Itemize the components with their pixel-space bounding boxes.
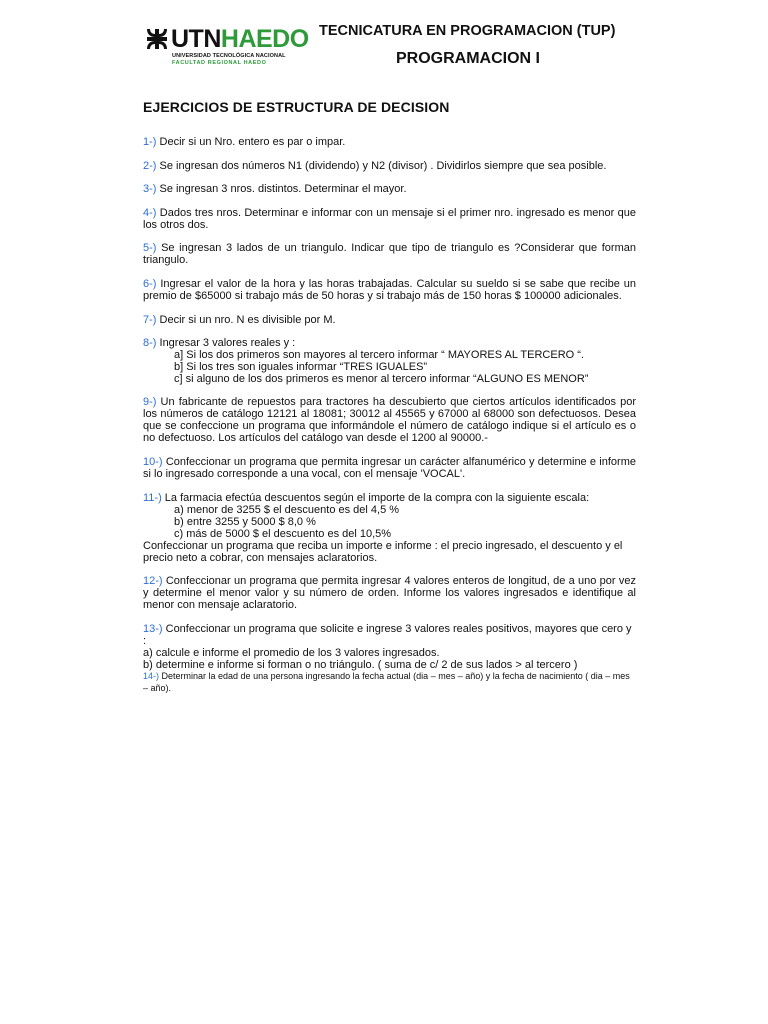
utn-haedo-logo (145, 25, 309, 67)
exercise-text: Decir si un Nro. entero es par o impar. (156, 136, 346, 148)
logo-utn-text: UTN (171, 25, 221, 53)
exercise-text: Ingresar 3 valores reales y : (156, 337, 296, 349)
exercise-3 (143, 183, 636, 195)
exercise-8-item-a: a] Si los dos primeros son mayores al tercero informar “ MAYORES AL TERCERO “. (174, 349, 584, 361)
exercise-8 (143, 337, 636, 385)
exercise-1 (143, 136, 636, 148)
exercise-number: 5-) (143, 242, 157, 254)
logo-haedo-text: HAEDO (220, 25, 309, 53)
exercise-text: Se ingresan 3 nros. distintos. Determinar el mayor. (156, 183, 407, 195)
exercise-13 (143, 623, 636, 671)
exercise-12 (143, 575, 636, 611)
exercise-number: 12-) (143, 575, 163, 587)
logo-wordmark (145, 27, 309, 51)
exercise-number: 9-) (143, 396, 157, 408)
exercise-text: Un fabricante de repuestos para tractores ha descubierto que ciertos artículos identificados por los números de catálogo 12121 al 18081; 30012 al 45565 y 67000 al 68000 son defectuosos. Desea que se confeccione un programa que informándole el número de catálogo indique si el artículo es o no defectuoso. Los artículos del catálogo van desde el 1200 al 90000.- (143, 396, 636, 444)
exercise-5 (143, 242, 636, 266)
exercise-number: 2-) (143, 160, 157, 172)
page-header (0, 0, 768, 90)
exercise-11-item-c: c) más de 5000 $ el descuento es del 10,5% (174, 528, 392, 540)
exercise-11 (143, 492, 636, 564)
exercise-13-item-a: a) calcule e informe el promedio de los 3 valores ingresados. (143, 647, 440, 659)
exercise-text: Determinar la edad de una persona ingresando la fecha actual (dia – mes – año) y la fecha de nacimiento ( dia – mes – año). (143, 671, 630, 693)
exercise-text: La farmacia efectúa descuentos según el importe de la compra con la siguiente escala: (161, 492, 590, 504)
subject-title: PROGRAMACION I (396, 50, 540, 67)
exercise-4 (143, 207, 636, 231)
exercise-6 (143, 278, 636, 302)
exercise-11-item-a: a) menor de 3255 $ el descuento es del 4,5 % (174, 504, 400, 516)
exercise-2 (143, 160, 636, 172)
exercise-text: Confeccionar un programa que solicite e ingrese 3 valores reales positivos, mayores que cero y : (143, 623, 632, 647)
exercise-11-item-b: b) entre 3255 y 5000 $ 8,0 % (174, 516, 316, 528)
exercise-number: 6-) (143, 278, 157, 290)
exercise-text: Decir si un nro. N es divisible por M. (156, 314, 336, 326)
exercise-number: 1-) (143, 136, 157, 148)
exercise-text: Se ingresan 3 lados de un triangulo. Indicar que tipo de triangulo es ?Considerar que forman triangulo. (143, 242, 636, 266)
exercise-10 (143, 456, 636, 480)
section-title: EJERCICIOS DE ESTRUCTURA DE DECISION (143, 99, 450, 115)
course-title: TECNICATURA EN PROGRAMACION (TUP) (319, 23, 616, 39)
exercise-number: 10-) (143, 456, 163, 468)
exercise-7 (143, 314, 636, 326)
exercise-13-item-b: b) determine e informe si forman o no triángulo. ( suma de c/ 2 de sus lados > al tercero ) (143, 659, 578, 671)
exercise-number: 3-) (143, 183, 157, 195)
exercise-9 (143, 396, 636, 444)
exercise-number: 4-) (143, 207, 157, 219)
exercise-number: 11-) (143, 492, 162, 504)
exercise-number: 8-) (143, 337, 157, 349)
exercise-8-item-c: c] si alguno de los dos primeros es menor al tercero informar “ALGUNO ES MENOR” (174, 373, 589, 385)
exercise-14 (143, 670, 636, 694)
exercise-text: Se ingresan dos números N1 (dividendo) y N2 (divisor) . Dividirlos siempre que sea posible. (156, 160, 607, 172)
exercise-text: Confeccionar un programa que permita ingresar un carácter alfanumérico y determine e informe si lo ingresado corresponde a una vocal, con el mensaje 'VOCAL'. (143, 456, 636, 480)
exercise-number: 7-) (143, 314, 157, 326)
exercise-11-tail: Confeccionar un programa que reciba un importe e informe : el precio ingresado, el descuento y el precio neto a cobrar, con mensajes aclaratorios. (143, 540, 623, 564)
exercise-text: Confeccionar un programa que permita ingresar 4 valores enteros de longitud, de a uno por vez y determine el menor valor y su número de orden. Informe los valores ingresados e identifique al menor con mensaje aclaratorio. (143, 575, 636, 611)
exercise-number: 13-) (143, 623, 163, 635)
logo-university-text: UNIVERSIDAD TECNOLÓGICA NACIONAL (172, 53, 286, 59)
exercise-number: 14-) (143, 671, 160, 681)
logo-faculty-text: FACULTAD REGIONAL HAEDO (172, 60, 267, 66)
exercise-text: Dados tres nros. Determinar e informar con un mensaje si el primer nro. ingresado es menor que los otros dos. (143, 207, 636, 231)
exercise-8-item-b: b] Si los tres son iguales informar “TRES IGUALES” (174, 361, 428, 373)
exercise-text: Ingresar el valor de la hora y las horas trabajadas. Calcular su sueldo si se sabe que recibe un premio de $65000 si trabajo más de 50 horas y si trabajo más de 150 horas $ 100000 adicionales. (143, 278, 636, 302)
utn-symbol-icon (145, 27, 169, 51)
